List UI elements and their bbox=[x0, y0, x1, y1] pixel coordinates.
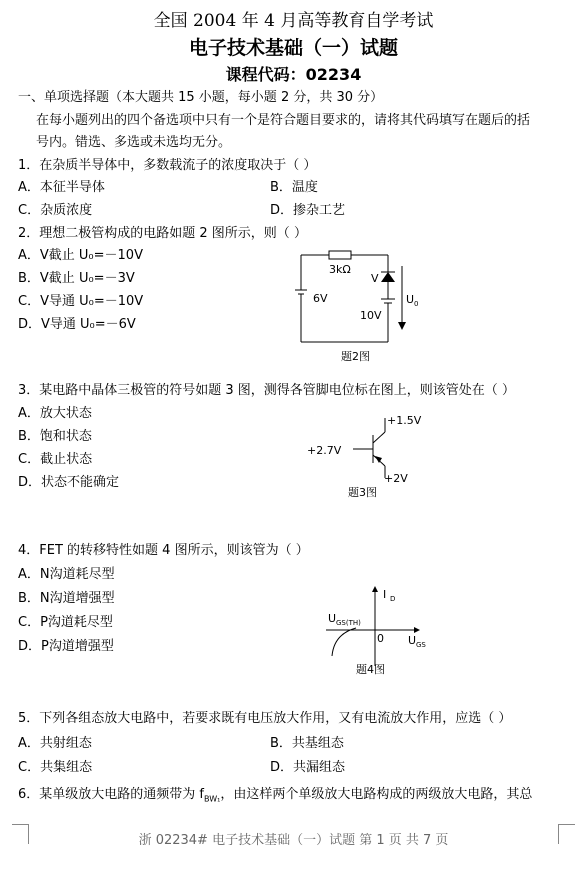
fig2-battery-right-label: 10V bbox=[360, 309, 382, 322]
question-3-option-a: A．放大状态 bbox=[18, 406, 92, 421]
fig2-resistor-label: 3kΩ bbox=[329, 263, 351, 276]
question-1-option-b: B．温度 bbox=[270, 180, 318, 195]
question-5-option-d: D．共漏组态 bbox=[270, 760, 346, 775]
question-1-option-d: D．掺杂工艺 bbox=[270, 203, 346, 218]
fig3-caption: 题3图 bbox=[348, 486, 377, 499]
instruction-line-1: 在每小题列出的四个备选项中只有一个是符合题目要求的，请将其代码填写在题后的括 bbox=[36, 113, 531, 128]
fig4-x-axis-sub: GS bbox=[416, 641, 426, 649]
question-4-option-b: B．N沟道增强型 bbox=[18, 591, 115, 606]
fig4-y-axis-label: I bbox=[383, 588, 387, 601]
question-5-option-b: B．共基组态 bbox=[270, 736, 344, 751]
question-3-stem: 3．某电路中晶体三极管的符号如题 3 图，测得各管脚电位标在图上，则该管处在（ ） bbox=[18, 383, 515, 398]
question-6-stem-pre: 6．某单级放大电路的通频带为 f bbox=[18, 787, 204, 802]
fig4-threshold-sub: GS(TH) bbox=[336, 619, 361, 627]
fig2-caption: 题2图 bbox=[341, 350, 370, 363]
question-2-stem: 2．理想二极管构成的电路如题 2 图所示，则（ ） bbox=[18, 226, 307, 241]
page-footer: 浙 02234# 电子技术基础（一）试题 第 1 页 共 7 页 bbox=[138, 833, 449, 848]
figure-4-transfer-curve bbox=[320, 584, 435, 678]
question-5-option-c: C．共集组态 bbox=[18, 760, 93, 775]
fig3-collector-label: +1.5V bbox=[387, 414, 422, 427]
fig4-threshold-label: U bbox=[328, 612, 337, 625]
instruction-line-2: 号内。错选、多选或未选均无分。 bbox=[36, 135, 232, 150]
question-4-stem: 4．FET 的转移特性如题 4 图所示，则该管为（ ） bbox=[18, 543, 309, 558]
page-title: 电子技术基础（一）试题 bbox=[188, 37, 398, 59]
question-3-option-d: D．状态不能确定 bbox=[18, 475, 120, 490]
figure-3-transistor bbox=[305, 408, 435, 503]
crop-mark-right-horizontal bbox=[559, 824, 575, 825]
figure-2-circuit bbox=[285, 244, 425, 366]
question-5-option-a: A．共射组态 bbox=[18, 736, 92, 751]
fig4-x-axis-label: U bbox=[408, 634, 417, 647]
question-2-option-d: D．V导通 U₀=－6V bbox=[18, 317, 136, 332]
question-1-stem: 1．在杂质半导体中，多数载流子的浓度取决于（ ） bbox=[18, 158, 317, 173]
fig4-origin-label: 0 bbox=[377, 632, 384, 645]
question-3-option-c: C．截止状态 bbox=[18, 452, 93, 467]
question-1-option-c: C．杂质浓度 bbox=[18, 203, 93, 218]
question-6-stem-post: ，由这样两个单级放大电路构成的两级放大电路，其总 bbox=[220, 787, 533, 802]
question-2-option-a: A．V截止 U₀=－10V bbox=[18, 248, 143, 263]
fig2-diode-label: V bbox=[371, 272, 379, 285]
question-6-stem bbox=[18, 787, 532, 808]
fig2-output-label: U bbox=[406, 293, 415, 306]
question-3-option-b: B．饱和状态 bbox=[18, 429, 92, 444]
section-heading: 一、单项选择题（本大题共 15 小题，每小题 2 分，共 30 分） bbox=[18, 90, 384, 105]
fig3-base-label: +2.7V bbox=[307, 444, 342, 457]
question-5-stem: 5．下列各组态放大电路中，若要求既有电压放大作用，又有电流放大作用，应选（ ） bbox=[18, 711, 512, 726]
fig4-y-axis-sub: D bbox=[390, 595, 396, 603]
question-4-option-d: D．P沟道增强型 bbox=[18, 639, 114, 654]
exam-line: 全国 2004 年 4 月高等教育自学考试 bbox=[153, 11, 434, 31]
question-6-stem-sub: BW₁ bbox=[203, 794, 221, 804]
fig2-battery-left-label: 6V bbox=[313, 292, 328, 305]
question-4-option-c: C．P沟道耗尽型 bbox=[18, 615, 113, 630]
course-code: 课程代码：02234 bbox=[225, 65, 362, 84]
question-2-option-c: C．V导通 U₀=－10V bbox=[18, 294, 144, 309]
crop-mark-left-horizontal bbox=[12, 824, 28, 825]
fig3-emitter-label: +2V bbox=[384, 472, 408, 485]
question-1-option-a: A．本征半导体 bbox=[18, 180, 105, 195]
fig2-output-sub: 0 bbox=[414, 300, 419, 308]
question-4-option-a: A．N沟道耗尽型 bbox=[18, 567, 115, 582]
question-2-option-b: B．V截止 U₀=－3V bbox=[18, 271, 135, 286]
fig4-caption: 题4图 bbox=[356, 663, 385, 676]
